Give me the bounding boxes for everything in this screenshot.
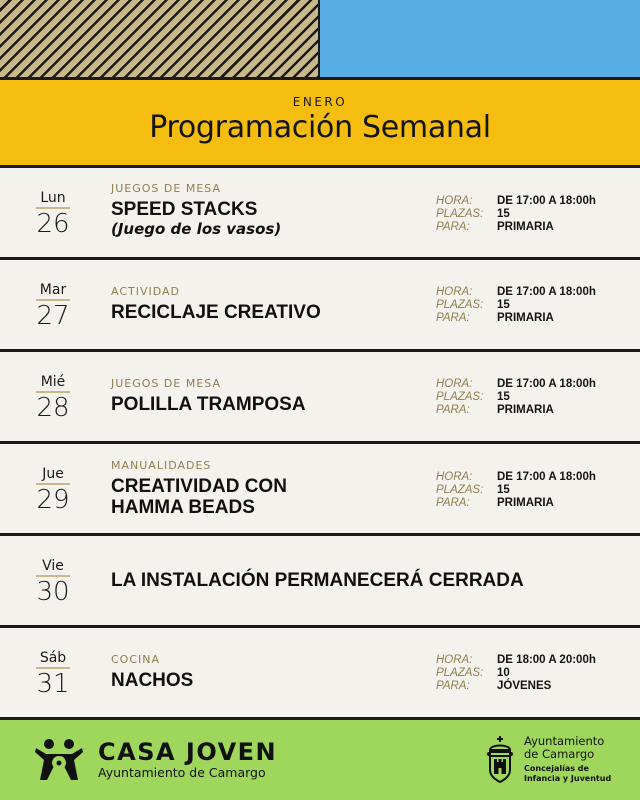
plazas-label: PLAZAS: bbox=[436, 208, 484, 220]
brand-subtitle: Ayuntamiento de Camargo bbox=[98, 765, 266, 780]
ayuntamiento-logo bbox=[486, 735, 611, 784]
hora-value: DE 17:00 A 18:00h bbox=[497, 471, 596, 483]
plazas-label: PLAZAS: bbox=[436, 667, 484, 679]
activity-meta bbox=[436, 471, 596, 510]
activity-category: ACTIVIDAD bbox=[111, 285, 181, 298]
date-block bbox=[28, 557, 78, 607]
plazas-value: 10 bbox=[497, 667, 510, 679]
para-value: PRIMARIA bbox=[497, 497, 554, 509]
activity-category: JUEGOS DE MESA bbox=[111, 377, 221, 390]
day-number: 28 bbox=[36, 393, 70, 423]
activity-title: POLILLA TRAMPOSA bbox=[111, 394, 306, 415]
date-block bbox=[28, 465, 78, 515]
blue-block bbox=[320, 0, 640, 77]
day-number: 29 bbox=[36, 485, 70, 515]
para-label: PARA: bbox=[436, 404, 470, 416]
activity-meta bbox=[436, 654, 596, 693]
activity-title-line1: CREATIVIDAD CON bbox=[111, 476, 287, 497]
plazas-value: 15 bbox=[497, 208, 510, 220]
schedule-row bbox=[0, 168, 640, 260]
schedule-row bbox=[0, 628, 640, 720]
hora-value: DE 17:00 A 18:00h bbox=[497, 195, 596, 207]
hora-label: HORA: bbox=[436, 654, 473, 666]
plazas-label: PLAZAS: bbox=[436, 484, 484, 496]
hora-label: HORA: bbox=[436, 195, 473, 207]
day-of-week: Vie bbox=[36, 558, 70, 577]
activity-category: COCINA bbox=[111, 653, 161, 666]
coat-of-arms-icon bbox=[486, 736, 514, 784]
date-block bbox=[28, 649, 78, 699]
day-number: 30 bbox=[36, 577, 70, 607]
para-value: PRIMARIA bbox=[497, 221, 554, 233]
date-block bbox=[28, 189, 78, 239]
day-of-week: Mar bbox=[36, 282, 70, 301]
para-label: PARA: bbox=[436, 497, 470, 509]
activity-title-line2: HAMMA BEADS bbox=[111, 497, 255, 518]
schedule-row bbox=[0, 352, 640, 444]
ayuntamiento-name-line2: de Camargo bbox=[524, 747, 595, 761]
activity-title: SPEED STACKS bbox=[111, 199, 258, 220]
casa-joven-logo bbox=[34, 738, 277, 782]
closed-notice: LA INSTALACIÓN PERMANECERÁ CERRADA bbox=[111, 570, 524, 591]
para-label: PARA: bbox=[436, 312, 470, 324]
para-label: PARA: bbox=[436, 221, 470, 233]
hora-value: DE 18:00 A 20:00h bbox=[497, 654, 596, 666]
day-of-week: Lun bbox=[36, 190, 70, 209]
concejalias-line1: Concejalías de bbox=[524, 764, 589, 773]
header-banner bbox=[0, 80, 640, 168]
hora-label: HORA: bbox=[436, 471, 473, 483]
schedule-row bbox=[0, 444, 640, 536]
day-of-week: Sáb bbox=[36, 650, 70, 669]
activity-info bbox=[111, 285, 321, 323]
schedule-row bbox=[0, 260, 640, 352]
date-block bbox=[28, 373, 78, 423]
plazas-value: 15 bbox=[497, 391, 510, 403]
activity-category: MANUALIDADES bbox=[111, 459, 212, 472]
activity-title: RECICLAJE CREATIVO bbox=[111, 302, 321, 323]
top-decoration bbox=[0, 0, 640, 80]
activity-info bbox=[111, 377, 306, 415]
ayuntamiento-name-line1: Ayuntamiento bbox=[524, 734, 605, 748]
casa-joven-icon bbox=[34, 738, 84, 782]
day-number: 26 bbox=[36, 209, 70, 239]
hora-value: DE 17:00 A 18:00h bbox=[497, 378, 596, 390]
hatched-block bbox=[0, 0, 320, 77]
para-label: PARA: bbox=[436, 680, 470, 692]
hora-label: HORA: bbox=[436, 286, 473, 298]
hora-value: DE 17:00 A 18:00h bbox=[497, 286, 596, 298]
day-number: 31 bbox=[36, 669, 70, 699]
activity-meta bbox=[436, 286, 596, 325]
activity-title: NACHOS bbox=[111, 670, 194, 691]
page-title: Programación Semanal bbox=[149, 110, 491, 145]
plazas-value: 15 bbox=[497, 484, 510, 496]
activity-subtitle: (Juego de los vasos) bbox=[111, 220, 282, 238]
activity-info bbox=[111, 653, 193, 691]
day-number: 27 bbox=[36, 301, 70, 331]
activity-info bbox=[111, 182, 281, 239]
para-value: PRIMARIA bbox=[497, 312, 554, 324]
date-block bbox=[28, 281, 78, 331]
concejalias-line2: Infancia y Juventud bbox=[524, 774, 612, 783]
plazas-value: 15 bbox=[497, 299, 510, 311]
footer bbox=[0, 720, 640, 800]
day-of-week: Mié bbox=[36, 374, 70, 393]
brand-name: CASA JOVEN bbox=[98, 738, 278, 766]
para-value: JÓVENES bbox=[497, 680, 552, 692]
schedule-row-closed bbox=[0, 536, 640, 628]
activity-meta bbox=[436, 378, 596, 417]
day-of-week: Jue bbox=[36, 466, 70, 485]
hora-label: HORA: bbox=[436, 378, 473, 390]
plazas-label: PLAZAS: bbox=[436, 391, 484, 403]
activity-meta bbox=[436, 195, 596, 234]
para-value: PRIMARIA bbox=[497, 404, 554, 416]
month-label: ENERO bbox=[292, 95, 348, 109]
plazas-label: PLAZAS: bbox=[436, 299, 484, 311]
activity-info bbox=[111, 459, 287, 518]
activity-category: JUEGOS DE MESA bbox=[111, 182, 221, 195]
